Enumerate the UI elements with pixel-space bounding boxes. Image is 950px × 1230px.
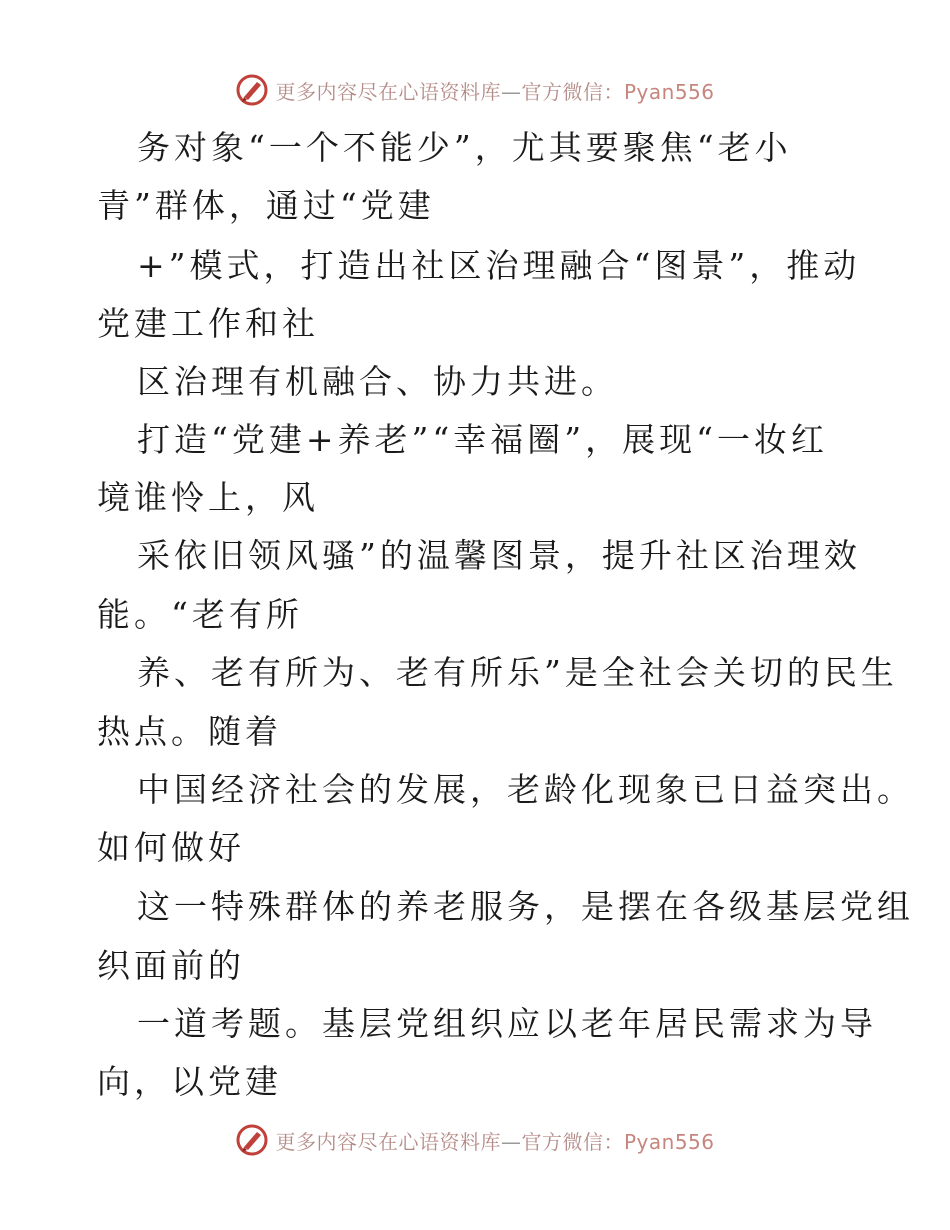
watermark-contact: 官方微信： <box>521 1129 624 1154</box>
pen-seal-icon <box>235 73 269 107</box>
watermark-handle: Pyan556 <box>623 79 715 104</box>
watermark-contact: 官方微信： <box>521 79 624 104</box>
body-line: 青”群体，通过“党建 <box>97 186 435 225</box>
body-line: 向，以党建 <box>97 1062 282 1101</box>
body-line: 区治理有机融合、协力共进。 <box>137 362 618 401</box>
footer-watermark <box>0 1120 950 1160</box>
watermark-main: 更多内容尽在心语资料库 <box>275 1129 501 1154</box>
watermark-text <box>275 1126 714 1155</box>
header-watermark <box>0 70 950 110</box>
body-line: 养、老有所为、老有所乐”是全社会关切的民生 <box>137 653 898 692</box>
body-line: 党建工作和社 <box>97 304 319 343</box>
pen-seal-icon <box>235 1123 269 1157</box>
body-line: +”模式，打造出社区治理融合“图景”，推动 <box>137 246 861 285</box>
watermark-separator: — <box>500 79 522 104</box>
body-line: 能。“老有所 <box>97 595 303 634</box>
body-line: 热点。随着 <box>97 712 282 751</box>
body-line: 如何做好 <box>97 828 245 867</box>
watermark-text <box>275 76 714 105</box>
watermark-main: 更多内容尽在心语资料库 <box>275 79 501 104</box>
body-line: 这一特殊群体的养老服务，是摆在各级基层党组 <box>137 887 914 926</box>
watermark-separator: — <box>500 1129 522 1154</box>
watermark-handle: Pyan556 <box>623 1129 715 1154</box>
body-line: 一道考题。基层党组织应以老年居民需求为导 <box>137 1004 877 1043</box>
body-line: 中国经济社会的发展，老龄化现象已日益突出。 <box>137 770 914 809</box>
body-line: 采依旧领风骚”的温馨图景，提升社区治理效 <box>137 536 861 575</box>
body-line: 务对象“一个不能少”，尤其要聚焦“老小 <box>137 128 792 167</box>
body-line: 境谁怜上，风 <box>97 478 319 517</box>
body-line: 打造“党建+养老”“幸福圈”，展现“一妆红 <box>137 420 829 459</box>
body-line: 织面前的 <box>97 946 245 985</box>
